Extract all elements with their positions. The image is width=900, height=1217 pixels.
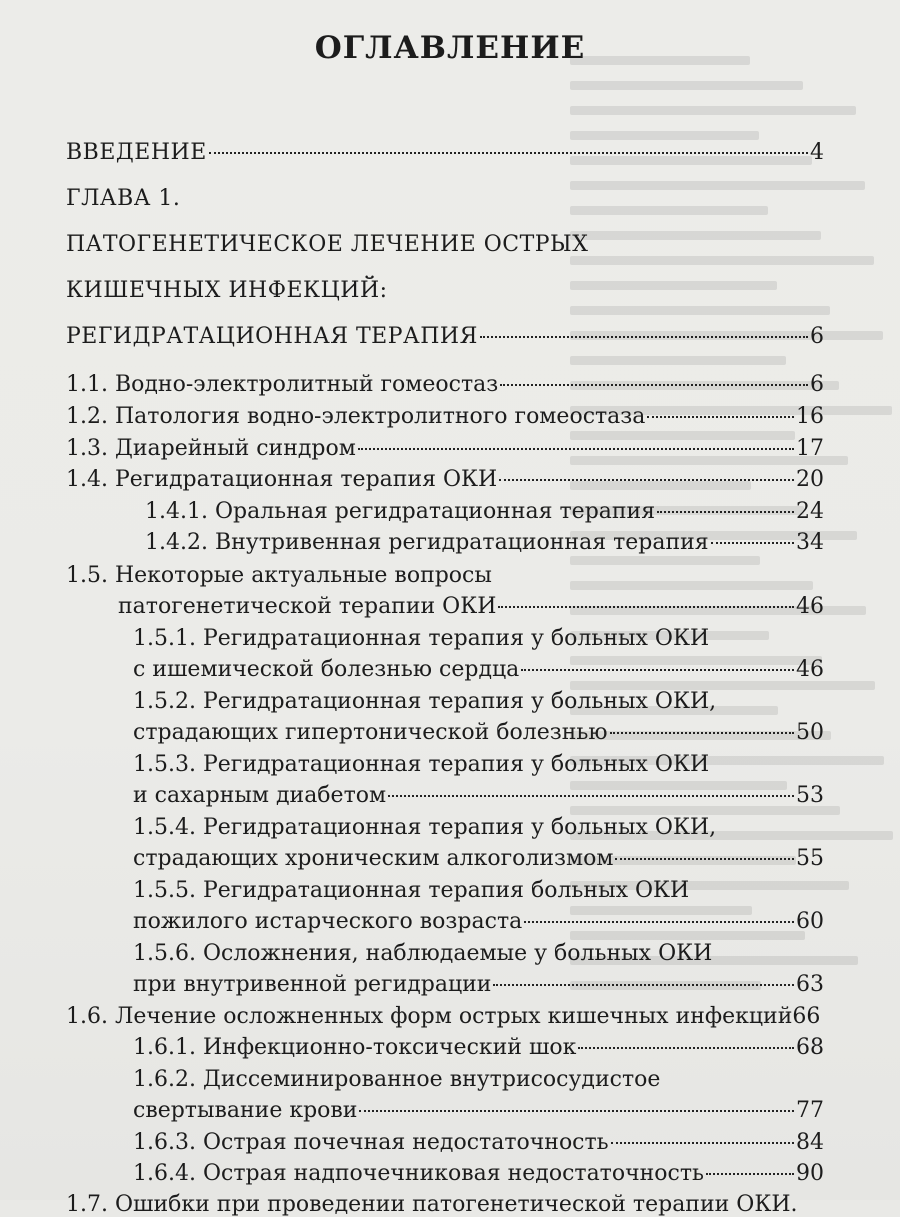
toc-entry-page-number: 4 [810,140,824,165]
toc-entry [133,815,824,840]
show-through-line [570,81,803,90]
toc-entry-page-number: 84 [796,1130,824,1155]
toc-entry-title: страдающих хроническим алкоголизмом [133,846,614,871]
toc-entry [133,1161,824,1186]
toc-entry-page-number: 60 [796,909,824,934]
dot-leader [480,336,808,338]
toc-entry-page-number: 63 [796,972,824,997]
toc-entry-page-number: 17 [796,436,824,461]
toc-entry-page-number: 53 [796,783,824,808]
dot-leader [359,1110,794,1112]
dot-leader [611,1142,794,1144]
toc-entry [133,720,824,745]
toc-entry [66,140,824,165]
dot-leader [358,448,794,450]
toc-entry-title: 1.4.1. Оральная регидратационная терапия [145,499,656,524]
dot-leader [578,1047,794,1049]
toc-entry [66,467,824,492]
dot-leader [209,152,808,154]
toc-entry-title: 1.3. Диарейный синдром [66,436,356,461]
toc-entry [66,372,824,397]
dot-leader [657,511,794,513]
toc-entry [66,324,824,349]
toc-entry-title: 1.5.3. Регидратационная терапия у больных ОКИ [133,752,710,777]
toc-entry [133,1067,824,1092]
toc-entry [133,1098,824,1123]
toc-entry-title: 1.5.2. Регидратационная терапия у больных ОКИ, [133,689,717,714]
dot-leader [388,795,794,797]
toc-entry-page-number: 46 [796,594,824,619]
show-through-line [570,256,874,265]
toc-entry-title: ГЛАВА 1. [66,186,181,211]
toc-entry-title: 1.6. Лечение осложненных форм острых кишечных инфекций [66,1004,793,1029]
page-title: ОГЛАВЛЕНИЕ [314,30,586,66]
toc-entry [118,594,824,619]
toc-entry [133,783,824,808]
toc-entry-title: страдающих гипертонической болезнью [133,720,608,745]
dot-leader [500,384,808,386]
dot-leader [647,416,794,418]
toc-entry-title: 1.6.1. Инфекционно-токсический шок [133,1035,577,1060]
toc-entry-title: и сахарным диабетом [133,783,387,808]
toc-entry-title: с ишемической болезнью сердца [133,657,520,682]
toc-entry-title: 1.7. Ошибки при проведении патогенетической терапии ОКИ. [66,1192,798,1217]
toc-entry-title: 1.1. Водно-электролитный гомеостаз [66,372,499,397]
toc-entry-page-number: 50 [796,720,824,745]
dot-leader [610,732,794,734]
toc-entry-page-number: 20 [796,467,824,492]
dot-leader [615,858,794,860]
toc-entry [66,232,824,257]
toc-entry-title: 1.5.1. Регидратационная терапия у больных ОКИ [133,626,710,651]
toc-entry-page-number: 6 [810,372,824,397]
toc-entry-page-number: 68 [796,1035,824,1060]
toc-entry-title: ВВЕДЕНИЕ [66,140,207,165]
show-through-line [570,356,786,365]
toc-entry-title: 1.5.4. Регидратационная терапия у больных ОКИ, [133,815,717,840]
toc-entry-title: 1.4. Регидратационная терапия ОКИ [66,467,498,492]
toc-entry-title: ПАТОГЕНЕТИЧЕСКОЕ ЛЕЧЕНИЕ ОСТРЫХ [66,232,589,257]
dot-leader [493,984,794,986]
toc-entry-title: 1.5.5. Регидратационная терапия больных ОКИ [133,878,690,903]
toc-entry-title: КИШЕЧНЫХ ИНФЕКЦИЙ: [66,278,388,303]
toc-entry [145,530,824,555]
toc-entry-title: 1.4.2. Внутривенная регидратационная терапия [145,530,709,555]
toc-entry-page-number: 16 [796,404,824,429]
toc-entry-title: патогенетической терапии ОКИ [118,594,497,619]
toc-entry-page-number: 77 [796,1098,824,1123]
show-through-line [570,131,759,140]
toc-entry [133,689,824,714]
dot-leader [706,1173,794,1175]
toc-entry-page-number: 24 [796,499,824,524]
toc-entry [133,1035,824,1060]
dot-leader [498,606,794,608]
toc-entry [145,499,824,524]
toc-entry [133,752,824,777]
toc-entry-title: 1.5.6. Осложнения, наблюдаемые у больных ОКИ [133,941,713,966]
dot-leader [711,542,794,544]
toc-entry [66,1192,824,1217]
toc-entry-page-number: 34 [796,530,824,555]
toc-entry [133,941,824,966]
toc-entry [133,657,824,682]
toc-entry-page-number: 66 [792,1004,821,1029]
toc-entry [133,878,824,903]
dot-leader [499,479,794,481]
toc-entry [66,1004,834,1029]
show-through-line [570,306,830,315]
toc-entry-title: РЕГИДРАТАЦИОННАЯ ТЕРАПИЯ [66,324,478,349]
show-through-line [570,106,856,115]
toc-entry-title: 1.6.4. Острая надпочечниковая недостаточность [133,1161,705,1186]
dot-leader [521,669,794,671]
toc-entry-title: свертывание крови [133,1098,358,1123]
toc-entry [133,909,824,934]
toc-entry [66,404,824,429]
toc-entry-title: 1.5. Некоторые актуальные вопросы [66,563,492,588]
toc-entry-page-number: 46 [796,657,824,682]
toc-entry [66,186,824,211]
dot-leader [524,921,794,923]
toc-entry-title: 1.2. Патология водно-электролитного гомеостаза [66,404,646,429]
toc-entry-title: пожилого истарческого возраста [133,909,523,934]
toc-entry-title: 1.6.2. Диссеминированное внутрисосудистое [133,1067,661,1092]
toc-entry [133,1130,824,1155]
toc-entry-title: при внутривенной регидрации [133,972,492,997]
toc-entry-page-number: 6 [810,324,824,349]
toc-entry [133,846,824,871]
toc-entry [66,278,824,303]
toc-entry [133,626,824,651]
toc-entry [66,436,824,461]
toc-entry-page-number: 55 [796,846,824,871]
toc-entry [66,563,824,588]
toc-entry [133,972,824,997]
toc-entry-title: 1.6.3. Острая почечная недостаточность [133,1130,609,1155]
toc-entry-page-number: 90 [796,1161,824,1186]
